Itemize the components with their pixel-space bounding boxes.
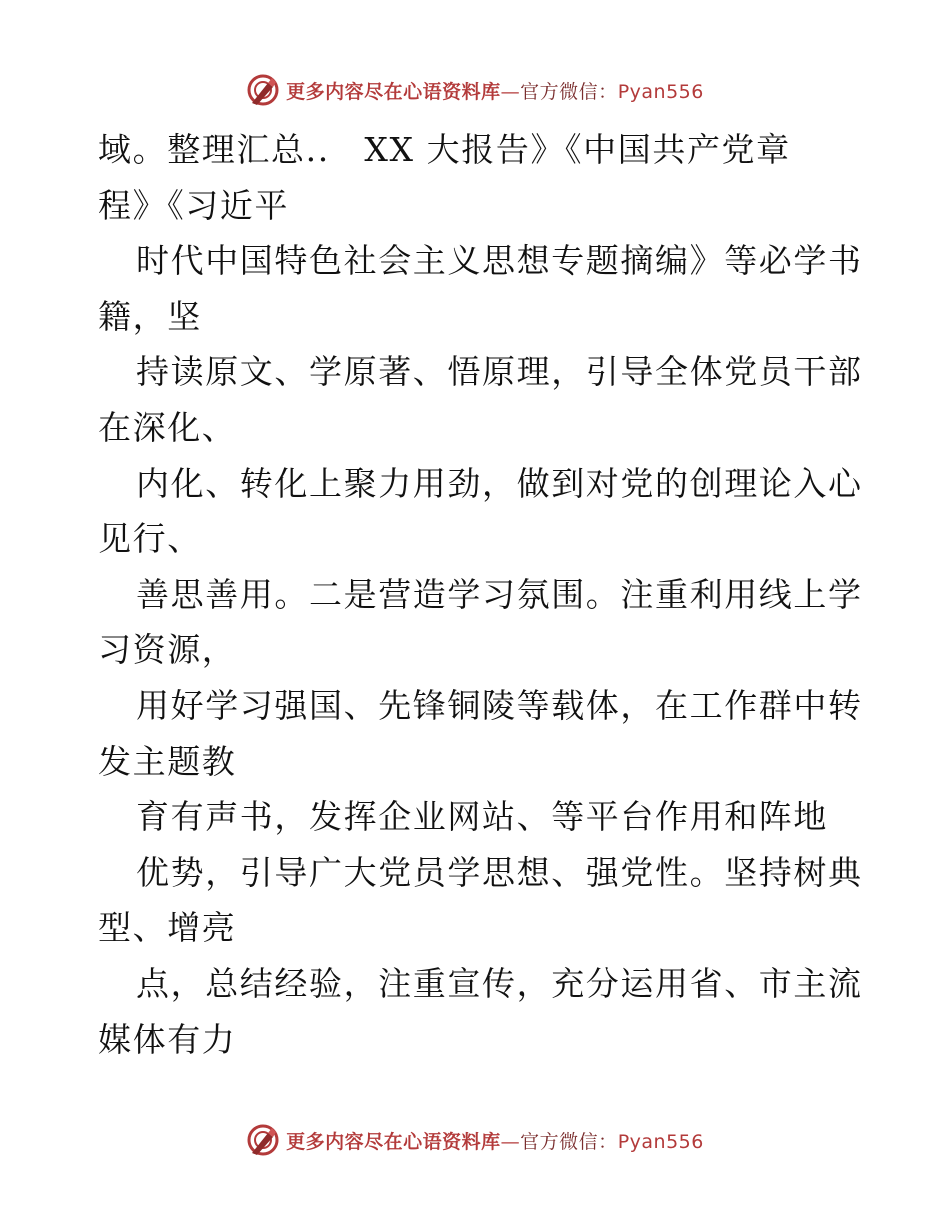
document-body: [98, 122, 863, 1067]
header-wechat-id: Pyan556: [617, 80, 704, 103]
body-line-6: 在深化、: [98, 407, 237, 447]
body-line-8: 见行、: [98, 519, 202, 559]
body-line-10: 习资源，: [98, 630, 237, 670]
body-line-14: 优势，引导广大党员学思想、强党性。坚持树典: [136, 852, 863, 892]
body-line-3: 时代中国特色社会主义思想专题摘编》等必学书: [136, 241, 863, 281]
body-line-16: 点，总结经验，注重宣传，充分运用省、市主流: [136, 963, 863, 1003]
footer-text: [286, 1127, 704, 1154]
body-line-2: 程》《习近平: [98, 185, 290, 225]
header-wechat-label: 官方微信：: [520, 80, 618, 103]
body-line-13: 育有声书，发挥企业网站、等平台作用和阵地: [136, 797, 828, 837]
pen-logo-icon: [246, 73, 280, 107]
header-banner: [0, 70, 950, 110]
body-line-11: 用好学习强国、先锋铜陵等载体，在工作群中转: [136, 685, 863, 725]
body-line-7: 内化、转化上聚力用劲，做到对党的创理论入心: [136, 463, 863, 503]
body-line-1: 域。整理汇总.. XX 大报告》《中国共产党章: [98, 130, 791, 169]
body-line-12: 发主题教: [98, 741, 237, 781]
footer-dash: —: [500, 1130, 521, 1153]
footer-banner: [0, 1120, 950, 1160]
header-text: [286, 77, 704, 104]
pen-logo-icon: [246, 1123, 280, 1157]
header-main-text: 更多内容尽在心语资料库: [286, 80, 501, 103]
body-line-15: 型、增亮: [98, 908, 237, 948]
body-line-5: 持读原文、学原著、悟原理，引导全体党员干部: [136, 352, 863, 392]
footer-main-text: 更多内容尽在心语资料库: [286, 1130, 501, 1153]
body-line-4: 籍，坚: [98, 296, 202, 336]
header-dash: —: [500, 80, 521, 103]
body-line-17: 媒体有力: [98, 1019, 237, 1059]
footer-wechat-label: 官方微信：: [520, 1130, 618, 1153]
body-line-9: 善思善用。二是营造学习氛围。注重利用线上学: [136, 574, 863, 614]
footer-wechat-id: Pyan556: [617, 1130, 704, 1153]
